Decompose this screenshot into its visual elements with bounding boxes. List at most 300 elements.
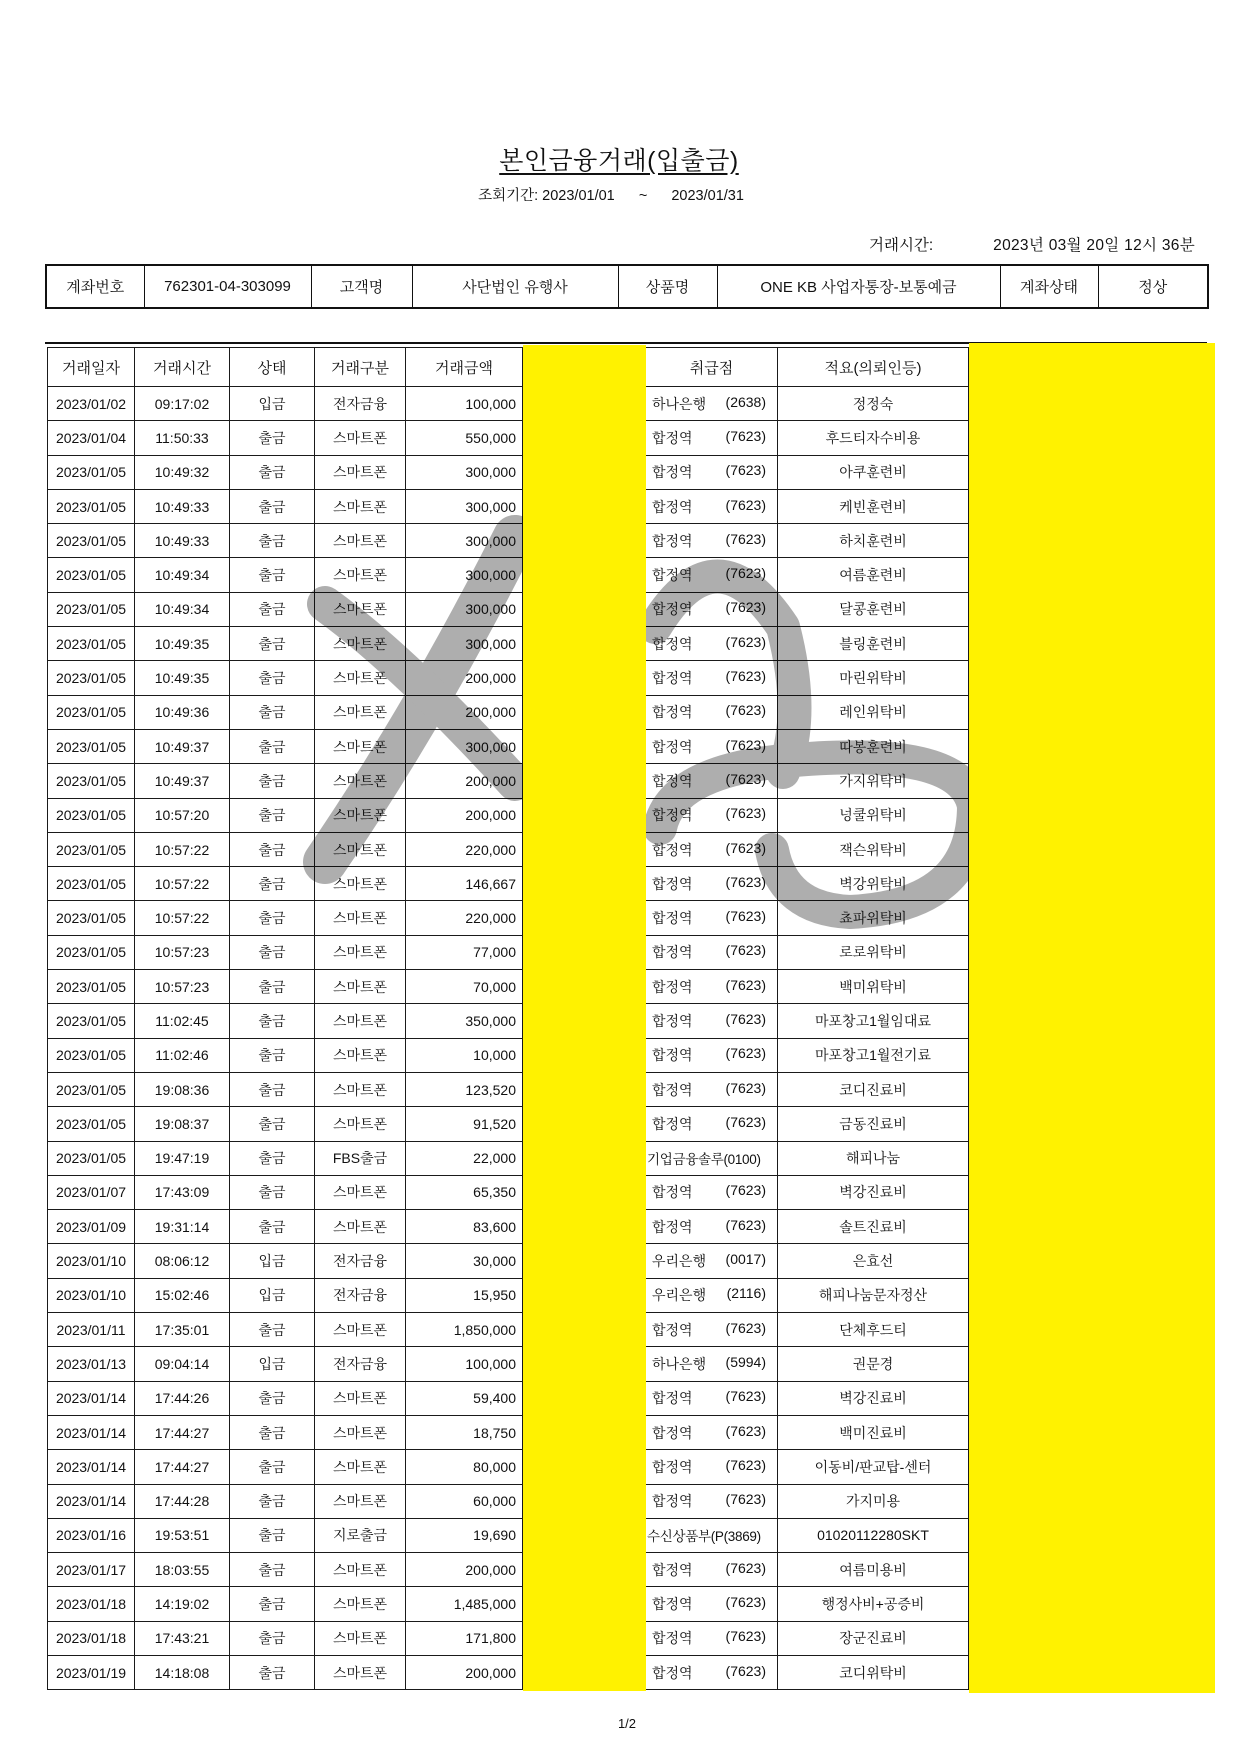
branch-name: 합정역 <box>652 464 693 481</box>
cell-status: 출금 <box>230 867 315 901</box>
cell-status: 출금 <box>230 1415 315 1449</box>
branch-code: (7623) <box>725 1594 766 1611</box>
cell-date: 2023/01/14 <box>48 1381 135 1415</box>
cell-date: 2023/01/10 <box>48 1278 135 1312</box>
cell-date: 2023/01/05 <box>48 455 135 489</box>
cell-branch <box>646 867 778 901</box>
branch-code: (7623) <box>725 462 766 479</box>
branch-wrap <box>646 1080 777 1100</box>
cell-time: 17:44:27 <box>135 1415 230 1449</box>
cell-branch <box>646 558 778 592</box>
header-type: 거래구분 <box>315 348 406 387</box>
cell-memo: 아쿠훈련비 <box>778 455 969 489</box>
cell-date: 2023/01/13 <box>48 1347 135 1381</box>
cell-date: 2023/01/05 <box>48 798 135 832</box>
period-separator: ~ <box>638 188 648 204</box>
branch-name: 합정역 <box>652 1561 693 1578</box>
cell-time: 10:49:37 <box>135 764 230 798</box>
cell-type: 스마트폰 <box>315 1004 406 1038</box>
cell-type: 지로출금 <box>315 1518 406 1552</box>
cell-status: 출금 <box>230 1038 315 1072</box>
cell-amount: 146,667 <box>406 867 523 901</box>
branch-wrap <box>646 1354 777 1374</box>
cell-status: 출금 <box>230 1655 315 1689</box>
cell-time: 10:49:33 <box>135 524 230 558</box>
branch-wrap <box>646 942 777 962</box>
branch-wrap <box>646 805 777 825</box>
query-time-value: 2023년 03월 20일 12시 36분 <box>993 237 1195 254</box>
cell-memo: 장군진료비 <box>778 1621 969 1655</box>
cell-time: 10:49:34 <box>135 558 230 592</box>
cell-date: 2023/01/14 <box>48 1450 135 1484</box>
cell-time: 10:49:32 <box>135 455 230 489</box>
cell-branch <box>646 729 778 763</box>
cell-amount: 200,000 <box>406 695 523 729</box>
product-label: 상품명 <box>618 265 717 308</box>
header-date: 거래일자 <box>48 348 135 387</box>
branch-name: 합정역 <box>652 1458 693 1475</box>
cell-time: 10:49:37 <box>135 729 230 763</box>
branch-name: 합정역 <box>652 704 693 721</box>
branch-wrap <box>646 874 777 894</box>
account-number-label: 계좌번호 <box>46 265 144 308</box>
header-time: 거래시간 <box>135 348 230 387</box>
cell-time: 10:57:22 <box>135 832 230 866</box>
account-status: 정상 <box>1098 265 1208 308</box>
cell-branch <box>646 1210 778 1244</box>
branch-name: 합정역 <box>652 1424 693 1441</box>
branch-code: (7623) <box>725 839 766 856</box>
header-memo: 적요(의뢰인등) <box>778 348 969 387</box>
cell-date: 2023/01/18 <box>48 1621 135 1655</box>
cell-date: 2023/01/05 <box>48 935 135 969</box>
cell-amount: 220,000 <box>406 901 523 935</box>
cell-time: 10:49:35 <box>135 661 230 695</box>
branch-name: 합정역 <box>652 1218 693 1235</box>
cell-status: 출금 <box>230 558 315 592</box>
cell-status: 출금 <box>230 1518 315 1552</box>
cell-type: 스마트폰 <box>315 524 406 558</box>
cell-date: 2023/01/05 <box>48 901 135 935</box>
cell-memo: 코디위탁비 <box>778 1655 969 1689</box>
cell-type: 전자금융 <box>315 1244 406 1278</box>
branch-code: (7623) <box>725 1422 766 1439</box>
branch-code: (7623) <box>725 530 766 547</box>
branch-wrap <box>646 1320 777 1340</box>
cell-time: 19:47:19 <box>135 1141 230 1175</box>
cell-amount: 300,000 <box>406 524 523 558</box>
cell-branch <box>646 1587 778 1621</box>
cell-branch <box>646 1415 778 1449</box>
cell-amount: 200,000 <box>406 798 523 832</box>
customer-label: 고객명 <box>311 265 412 308</box>
cell-date: 2023/01/05 <box>48 729 135 763</box>
branch-code: (2116) <box>726 1285 766 1302</box>
cell-time: 18:03:55 <box>135 1553 230 1587</box>
branch-wrap <box>646 1045 777 1065</box>
branch-name: 합정역 <box>652 1664 693 1681</box>
branch-code: (7623) <box>725 1319 766 1336</box>
cell-amount: 83,600 <box>406 1210 523 1244</box>
branch-name: 하나은행 <box>652 1355 707 1372</box>
branch-wrap <box>646 1182 777 1202</box>
branch-name: 합정역 <box>652 1047 693 1064</box>
cell-branch <box>646 1347 778 1381</box>
cell-type: 스마트폰 <box>315 764 406 798</box>
cell-type: 스마트폰 <box>315 832 406 866</box>
cell-date: 2023/01/17 <box>48 1553 135 1587</box>
cell-branch <box>646 970 778 1004</box>
cell-type: 스마트폰 <box>315 970 406 1004</box>
branch-name: 우리은행 <box>652 1253 707 1270</box>
cell-amount: 91,520 <box>406 1107 523 1141</box>
cell-amount: 300,000 <box>406 558 523 592</box>
cell-branch <box>646 1655 778 1689</box>
cell-type: 스마트폰 <box>315 798 406 832</box>
cell-amount: 19,690 <box>406 1518 523 1552</box>
cell-type: 스마트폰 <box>315 455 406 489</box>
branch-code: (7623) <box>725 1216 766 1233</box>
cell-memo: 가지미용 <box>778 1484 969 1518</box>
cell-date: 2023/01/05 <box>48 558 135 592</box>
cell-amount: 200,000 <box>406 764 523 798</box>
cell-type: 스마트폰 <box>315 1210 406 1244</box>
cell-branch <box>646 1450 778 1484</box>
cell-type: 스마트폰 <box>315 558 406 592</box>
page-number: 1/2 <box>617 1716 637 1731</box>
branch-name: 우리은행 <box>652 1287 707 1304</box>
redaction-box <box>523 345 646 1691</box>
cell-type: 스마트폰 <box>315 1587 406 1621</box>
branch-code: (7623) <box>725 1010 766 1027</box>
cell-time: 17:35:01 <box>135 1313 230 1347</box>
branch-wrap <box>646 634 777 654</box>
cell-memo: 은효선 <box>778 1244 969 1278</box>
cell-date: 2023/01/05 <box>48 867 135 901</box>
cell-date: 2023/01/05 <box>48 1038 135 1072</box>
cell-memo: 레인위탁비 <box>778 695 969 729</box>
branch-name: 합정역 <box>652 772 693 789</box>
branch-name: 합정역 <box>652 1630 693 1647</box>
cell-date: 2023/01/10 <box>48 1244 135 1278</box>
cell-type: 스마트폰 <box>315 1655 406 1689</box>
branch-code: (7623) <box>725 702 766 719</box>
account-number: 762301-04-303099 <box>144 265 311 308</box>
branch-name: 합정역 <box>652 532 693 549</box>
cell-date: 2023/01/05 <box>48 661 135 695</box>
branch-name: 합정역 <box>652 635 693 652</box>
cell-branch <box>646 832 778 866</box>
cell-status: 출금 <box>230 1141 315 1175</box>
branch-wrap <box>646 840 777 860</box>
cell-type: FBS출금 <box>315 1141 406 1175</box>
cell-memo: 행정사비+공증비 <box>778 1587 969 1621</box>
cell-date: 2023/01/05 <box>48 592 135 626</box>
cell-status: 출금 <box>230 935 315 969</box>
branch-name: 합정역 <box>652 875 693 892</box>
branch-code: (2638) <box>725 393 766 410</box>
cell-status: 출금 <box>230 592 315 626</box>
cell-memo: 01020112280SKT <box>778 1518 969 1552</box>
period-end: 2023/01/31 <box>671 188 744 204</box>
branch-wrap <box>646 531 777 551</box>
branch-wrap <box>646 1114 777 1134</box>
cell-amount: 200,000 <box>406 1655 523 1689</box>
cell-amount: 300,000 <box>406 627 523 661</box>
cell-time: 14:18:08 <box>135 1655 230 1689</box>
branch-name: 합정역 <box>652 841 693 858</box>
cell-type: 전자금융 <box>315 1278 406 1312</box>
cell-memo: 따봉훈련비 <box>778 729 969 763</box>
branch-wrap <box>646 497 777 517</box>
cell-branch <box>646 695 778 729</box>
cell-date: 2023/01/05 <box>48 489 135 523</box>
branch-code: (0017) <box>725 1251 766 1268</box>
cell-status: 출금 <box>230 764 315 798</box>
branch-name: 합정역 <box>652 1012 693 1029</box>
cell-memo: 해피나눔문자정산 <box>778 1278 969 1312</box>
cell-amount: 60,000 <box>406 1484 523 1518</box>
cell-date: 2023/01/05 <box>48 970 135 1004</box>
cell-branch <box>646 1278 778 1312</box>
cell-date: 2023/01/11 <box>48 1313 135 1347</box>
cell-branch <box>646 1621 778 1655</box>
cell-amount: 300,000 <box>406 729 523 763</box>
cell-type: 스마트폰 <box>315 489 406 523</box>
branch-name: 수신상품부(P(3869) <box>647 1529 761 1545</box>
branch-wrap <box>646 1423 777 1443</box>
cell-date: 2023/01/19 <box>48 1655 135 1689</box>
branch-name: 합정역 <box>652 738 693 755</box>
cell-memo: 로로위탁비 <box>778 935 969 969</box>
header-status: 상태 <box>230 348 315 387</box>
cell-branch <box>646 489 778 523</box>
branch-wrap <box>646 1525 777 1545</box>
cell-amount: 300,000 <box>406 455 523 489</box>
branch-code: (7623) <box>725 770 766 787</box>
query-time-label: 거래시간: <box>869 237 934 254</box>
branch-wrap <box>646 1491 777 1511</box>
cell-status: 출금 <box>230 421 315 455</box>
cell-time: 10:57:22 <box>135 867 230 901</box>
cell-type: 스마트폰 <box>315 729 406 763</box>
cell-status: 출금 <box>230 1450 315 1484</box>
cell-status: 출금 <box>230 1587 315 1621</box>
cell-status: 입금 <box>230 1347 315 1381</box>
branch-name: 합정역 <box>652 1493 693 1510</box>
cell-amount: 77,000 <box>406 935 523 969</box>
cell-time: 10:49:35 <box>135 627 230 661</box>
cell-amount: 70,000 <box>406 970 523 1004</box>
branch-wrap <box>646 599 777 619</box>
cell-status: 출금 <box>230 901 315 935</box>
cell-memo: 벽강진료비 <box>778 1175 969 1209</box>
cell-memo: 권문경 <box>778 1347 969 1381</box>
product-name: ONE KB 사업자통장-보통예금 <box>717 265 1000 308</box>
branch-name: 합정역 <box>652 1081 693 1098</box>
cell-date: 2023/01/05 <box>48 1004 135 1038</box>
cell-amount: 123,520 <box>406 1072 523 1106</box>
cell-date: 2023/01/05 <box>48 1107 135 1141</box>
cell-branch <box>646 1004 778 1038</box>
cell-amount: 171,800 <box>406 1621 523 1655</box>
cell-time: 10:57:23 <box>135 970 230 1004</box>
cell-branch <box>646 387 778 421</box>
cell-type: 스마트폰 <box>315 695 406 729</box>
cell-time: 15:02:46 <box>135 1278 230 1312</box>
branch-wrap <box>646 462 777 482</box>
branch-code: (7623) <box>725 633 766 650</box>
cell-time: 10:57:23 <box>135 935 230 969</box>
cell-amount: 350,000 <box>406 1004 523 1038</box>
cell-date: 2023/01/18 <box>48 1587 135 1621</box>
cell-status: 출금 <box>230 1484 315 1518</box>
cell-time: 19:31:14 <box>135 1210 230 1244</box>
cell-amount: 200,000 <box>406 661 523 695</box>
cell-memo: 단체후드티 <box>778 1313 969 1347</box>
branch-code: (7623) <box>725 565 766 582</box>
cell-status: 출금 <box>230 1621 315 1655</box>
branch-name: 합정역 <box>652 498 693 515</box>
cell-time: 19:08:36 <box>135 1072 230 1106</box>
branch-code: (7623) <box>725 1113 766 1130</box>
cell-date: 2023/01/05 <box>48 1141 135 1175</box>
cell-memo: 여름훈련비 <box>778 558 969 592</box>
cell-type: 스마트폰 <box>315 867 406 901</box>
branch-wrap <box>646 1560 777 1580</box>
cell-memo: 하치훈련비 <box>778 524 969 558</box>
cell-status: 출금 <box>230 729 315 763</box>
cell-memo: 여름미용비 <box>778 1553 969 1587</box>
cell-status: 입금 <box>230 387 315 421</box>
branch-wrap <box>646 1217 777 1237</box>
cell-time: 17:44:28 <box>135 1484 230 1518</box>
period-label: 조회기간: <box>478 188 539 204</box>
cell-status: 출금 <box>230 695 315 729</box>
branch-name: 합정역 <box>652 429 693 446</box>
cell-status: 출금 <box>230 1313 315 1347</box>
cell-status: 출금 <box>230 661 315 695</box>
cell-type: 전자금융 <box>315 387 406 421</box>
branch-name: 합정역 <box>652 910 693 927</box>
branch-code: (7623) <box>725 427 766 444</box>
branch-name: 합정역 <box>652 567 693 584</box>
cell-status: 입금 <box>230 1278 315 1312</box>
branch-name: 합정역 <box>652 1184 693 1201</box>
cell-date: 2023/01/05 <box>48 695 135 729</box>
branch-wrap <box>646 771 777 791</box>
header-amount: 거래금액 <box>406 348 523 387</box>
cell-amount: 22,000 <box>406 1141 523 1175</box>
cell-status: 출금 <box>230 832 315 866</box>
cell-memo: 달콩훈련비 <box>778 592 969 626</box>
cell-memo: 마포창고1월임대료 <box>778 1004 969 1038</box>
cell-type: 스마트폰 <box>315 592 406 626</box>
cell-branch <box>646 1313 778 1347</box>
cell-branch <box>646 935 778 969</box>
branch-wrap <box>646 1285 777 1305</box>
cell-type: 스마트폰 <box>315 661 406 695</box>
cell-memo: 잭슨위탁비 <box>778 832 969 866</box>
redaction-box <box>969 343 1215 1693</box>
cell-memo: 넝쿨위탁비 <box>778 798 969 832</box>
branch-wrap <box>646 1251 777 1271</box>
cell-type: 스마트폰 <box>315 1072 406 1106</box>
cell-date: 2023/01/05 <box>48 524 135 558</box>
branch-code: (7623) <box>725 1491 766 1508</box>
cell-amount: 80,000 <box>406 1450 523 1484</box>
cell-time: 17:43:21 <box>135 1621 230 1655</box>
branch-code: (7623) <box>725 976 766 993</box>
period-start: 2023/01/01 <box>542 188 615 204</box>
cell-memo: 케빈훈련비 <box>778 489 969 523</box>
cell-amount: 300,000 <box>406 489 523 523</box>
cell-branch <box>646 1381 778 1415</box>
cell-memo: 마포창고1월전기료 <box>778 1038 969 1072</box>
cell-type: 스마트폰 <box>315 421 406 455</box>
cell-time: 19:08:37 <box>135 1107 230 1141</box>
cell-memo: 블링훈련비 <box>778 627 969 661</box>
cell-time: 09:04:14 <box>135 1347 230 1381</box>
cell-branch <box>646 1038 778 1072</box>
cell-memo: 쵸파위탁비 <box>778 901 969 935</box>
cell-type: 스마트폰 <box>315 1313 406 1347</box>
cell-date: 2023/01/09 <box>48 1210 135 1244</box>
branch-name: 합정역 <box>652 978 693 995</box>
branch-name: 하나은행 <box>652 395 707 412</box>
cell-date: 2023/01/05 <box>48 1072 135 1106</box>
cell-amount: 550,000 <box>406 421 523 455</box>
cell-memo: 해피나눔 <box>778 1141 969 1175</box>
cell-status: 출금 <box>230 1072 315 1106</box>
cell-memo: 백미위탁비 <box>778 970 969 1004</box>
cell-time: 10:49:36 <box>135 695 230 729</box>
branch-code: (7623) <box>725 599 766 616</box>
cell-type: 전자금융 <box>315 1347 406 1381</box>
cell-status: 입금 <box>230 1244 315 1278</box>
cell-time: 09:17:02 <box>135 387 230 421</box>
cell-status: 출금 <box>230 1381 315 1415</box>
cell-type: 스마트폰 <box>315 1484 406 1518</box>
cell-branch <box>646 1175 778 1209</box>
cell-time: 14:19:02 <box>135 1587 230 1621</box>
cell-type: 스마트폰 <box>315 1038 406 1072</box>
cell-amount: 10,000 <box>406 1038 523 1072</box>
cell-date: 2023/01/14 <box>48 1415 135 1449</box>
cell-status: 출금 <box>230 798 315 832</box>
branch-wrap <box>646 428 777 448</box>
branch-code: (7623) <box>725 942 766 959</box>
branch-code: (7623) <box>725 1628 766 1645</box>
cell-amount: 1,485,000 <box>406 1587 523 1621</box>
branch-code: (7623) <box>725 1456 766 1473</box>
cell-memo: 백미진료비 <box>778 1415 969 1449</box>
cell-date: 2023/01/05 <box>48 832 135 866</box>
cell-branch <box>646 524 778 558</box>
query-period <box>0 184 1222 205</box>
account-info-table <box>45 264 1209 309</box>
cell-branch <box>646 1107 778 1141</box>
cell-branch <box>646 764 778 798</box>
cell-time: 17:43:09 <box>135 1175 230 1209</box>
cell-status: 출금 <box>230 489 315 523</box>
branch-wrap <box>646 702 777 722</box>
branch-wrap <box>646 977 777 997</box>
cell-date: 2023/01/07 <box>48 1175 135 1209</box>
cell-branch <box>646 455 778 489</box>
cell-time: 10:49:34 <box>135 592 230 626</box>
cell-branch <box>646 798 778 832</box>
